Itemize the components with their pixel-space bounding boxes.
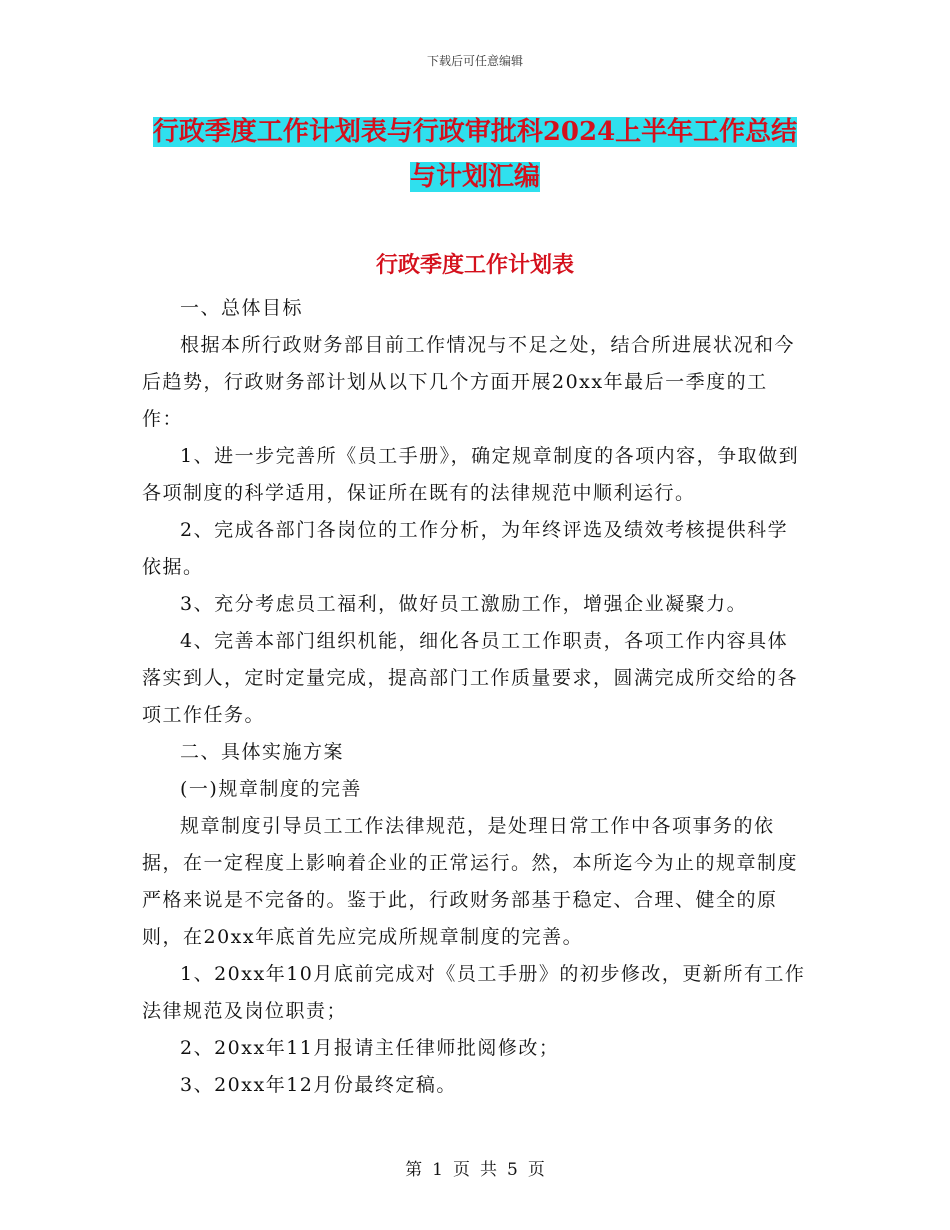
document-title <box>142 110 808 200</box>
paragraph: 一、总体目标 <box>180 297 304 319</box>
paragraph: 二、具体实施方案 <box>180 741 345 763</box>
header-note: 下载后可任意编辑 <box>426 54 523 68</box>
paragraph: 3、20xx年12月份最终定稿。 <box>180 1074 457 1096</box>
paragraph: 2、完成各部门各岗位的工作分析，为年终评选及绩效考核提供科学依据。 <box>142 519 789 578</box>
document-title-text: 行政季度工作计划表与行政审批科2024上半年工作总结与计划汇编 <box>152 117 798 192</box>
total-label: 共 <box>480 1160 497 1180</box>
total-pages: 5 <box>507 1160 518 1180</box>
page-number: 1 <box>432 1160 443 1180</box>
section-title: 行政季度工作计划表 <box>375 252 574 278</box>
paragraph: 规章制度引导员工工作法律规范，是处理日常工作中各项事务的依据，在一定程度上影响着企业的正常运行。然，本所迄今为止的规章制度严格来说是不完备的。鉴于此，行政财务部基于稳定、合理、健全的原则，在20xx年底首先应完成所规章制度的完善。 <box>142 815 799 948</box>
page-footer <box>0 1155 950 1180</box>
document-body <box>142 290 808 1104</box>
paragraph: 4、完善本部门组织机能，细化各员工工作职责，各项工作内容具体落实到人，定时定量完成，提高部门工作质量要求，圆满完成所交给的各项工作任务。 <box>142 630 799 726</box>
page-label: 第 <box>405 1160 423 1180</box>
page-unit: 页 <box>453 1160 470 1180</box>
paragraph: 3、充分考虑员工福利，做好员工激励工作，增强企业凝聚力。 <box>180 593 748 615</box>
paragraph: 根据本所行政财务部目前工作情况与不足之处，结合所进展状况和今后趋势，行政财务部计划从以下几个方面开展20xx年最后一季度的工作： <box>142 334 796 430</box>
total-unit: 页 <box>527 1160 545 1180</box>
paragraph: 2、20xx年11月报请主任律师批阅修改； <box>180 1037 560 1059</box>
paragraph: (一)规章制度的完善 <box>180 778 362 800</box>
paragraph: 1、20xx年10月底前完成对《员工手册》的初步修改，更新所有工作法律规范及岗位职责； <box>142 963 806 1022</box>
paragraph: 1、进一步完善所《员工手册》，确定规章制度的各项内容，争取做到各项制度的科学适用，保证所在既有的法律规范中顺利运行。 <box>142 445 800 504</box>
